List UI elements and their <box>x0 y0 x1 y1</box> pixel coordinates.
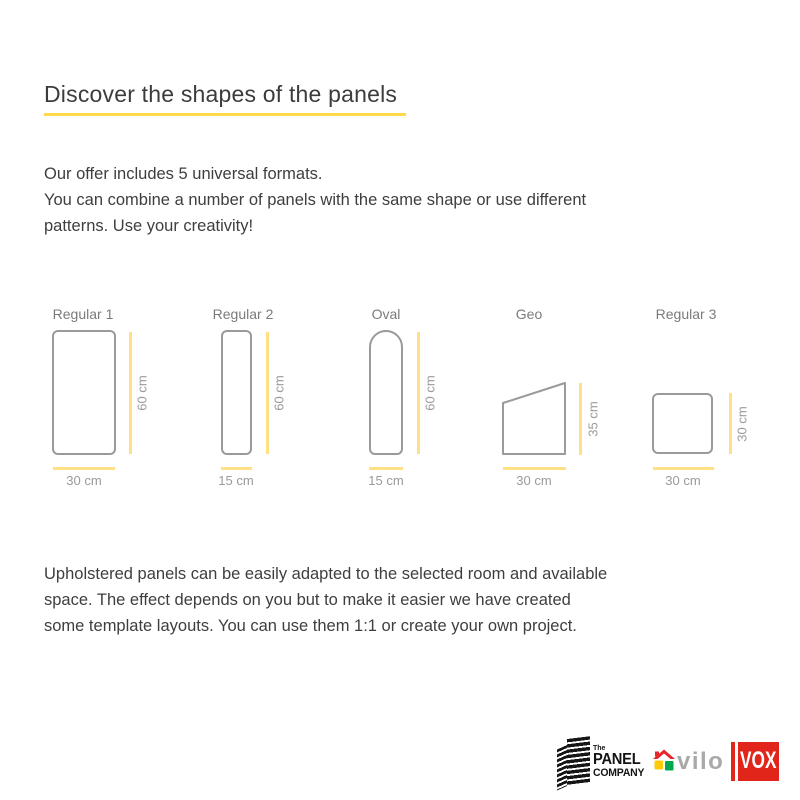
height-dimension-line-oval <box>417 332 420 454</box>
height-dimension-line-regular-1 <box>129 332 132 454</box>
height-label-regular-1: 60 cm <box>134 375 150 411</box>
width-label-regular-2: 15 cm <box>218 473 254 488</box>
panel-name-oval: Oval <box>371 306 401 322</box>
vilo-logo: vilo <box>677 748 725 775</box>
width-dimension-line-regular-3 <box>653 467 714 470</box>
panel-name-regular-1: Regular 1 <box>52 306 114 322</box>
panel-company-logo <box>593 745 647 779</box>
vox-stripe <box>735 742 738 781</box>
outro-line-3: some template layouts. You can use them 1:1 or create your own project. <box>44 617 577 635</box>
height-label-geo: 35 cm <box>585 401 601 437</box>
panel-company-the: The <box>593 745 606 752</box>
vox-text: VOX <box>740 747 777 774</box>
title-underline <box>44 113 406 116</box>
height-label-oval: 60 cm <box>422 375 438 411</box>
intro-line-3: patterns. Use your creativity! <box>44 217 254 235</box>
width-dimension-line-regular-2 <box>221 467 252 470</box>
width-dimension-line-geo <box>503 467 566 470</box>
height-label-regular-2: 60 cm <box>271 375 287 411</box>
intro-paragraph <box>44 161 586 239</box>
vox-logo <box>731 742 779 781</box>
outro-paragraph <box>44 561 607 639</box>
panel-shape-geo <box>500 379 568 457</box>
page-title: Discover the shapes of the panels <box>44 81 398 107</box>
panel-shape-regular-2 <box>221 330 252 455</box>
panel-shape-regular-1 <box>52 330 116 455</box>
width-dimension-line-regular-1 <box>53 467 115 470</box>
panel-name-geo: Geo <box>515 306 543 322</box>
vilo-house-icon <box>652 749 676 772</box>
height-dimension-line-regular-3 <box>729 393 732 454</box>
width-label-regular-1: 30 cm <box>66 473 102 488</box>
width-dimension-line-oval <box>369 467 403 470</box>
panel-company-company: COMPANY <box>593 767 645 779</box>
intro-line-2: You can combine a number of panels with the same shape or use different <box>44 191 587 209</box>
panel-shape-regular-3 <box>652 393 713 454</box>
width-label-regular-3: 30 cm <box>665 473 701 488</box>
width-label-oval: 15 cm <box>368 473 404 488</box>
outro-line-2: space. The effect depends on you but to make it easier we have created <box>44 591 571 609</box>
panel-company-building-icon <box>557 738 591 789</box>
width-label-geo: 30 cm <box>516 473 552 488</box>
panel-shape-oval <box>369 330 403 455</box>
panel-name-regular-2: Regular 2 <box>212 306 274 322</box>
height-dimension-line-regular-2 <box>266 332 269 454</box>
height-dimension-line-geo <box>579 383 582 455</box>
height-label-regular-3: 30 cm <box>734 406 750 442</box>
outro-line-1: Upholstered panels can be easily adapted to the selected room and available <box>44 565 608 583</box>
panel-company-panel: PANEL <box>593 751 641 768</box>
panel-name-regular-3: Regular 3 <box>655 306 717 322</box>
intro-line-1: Our offer includes 5 universal formats. <box>44 165 323 183</box>
